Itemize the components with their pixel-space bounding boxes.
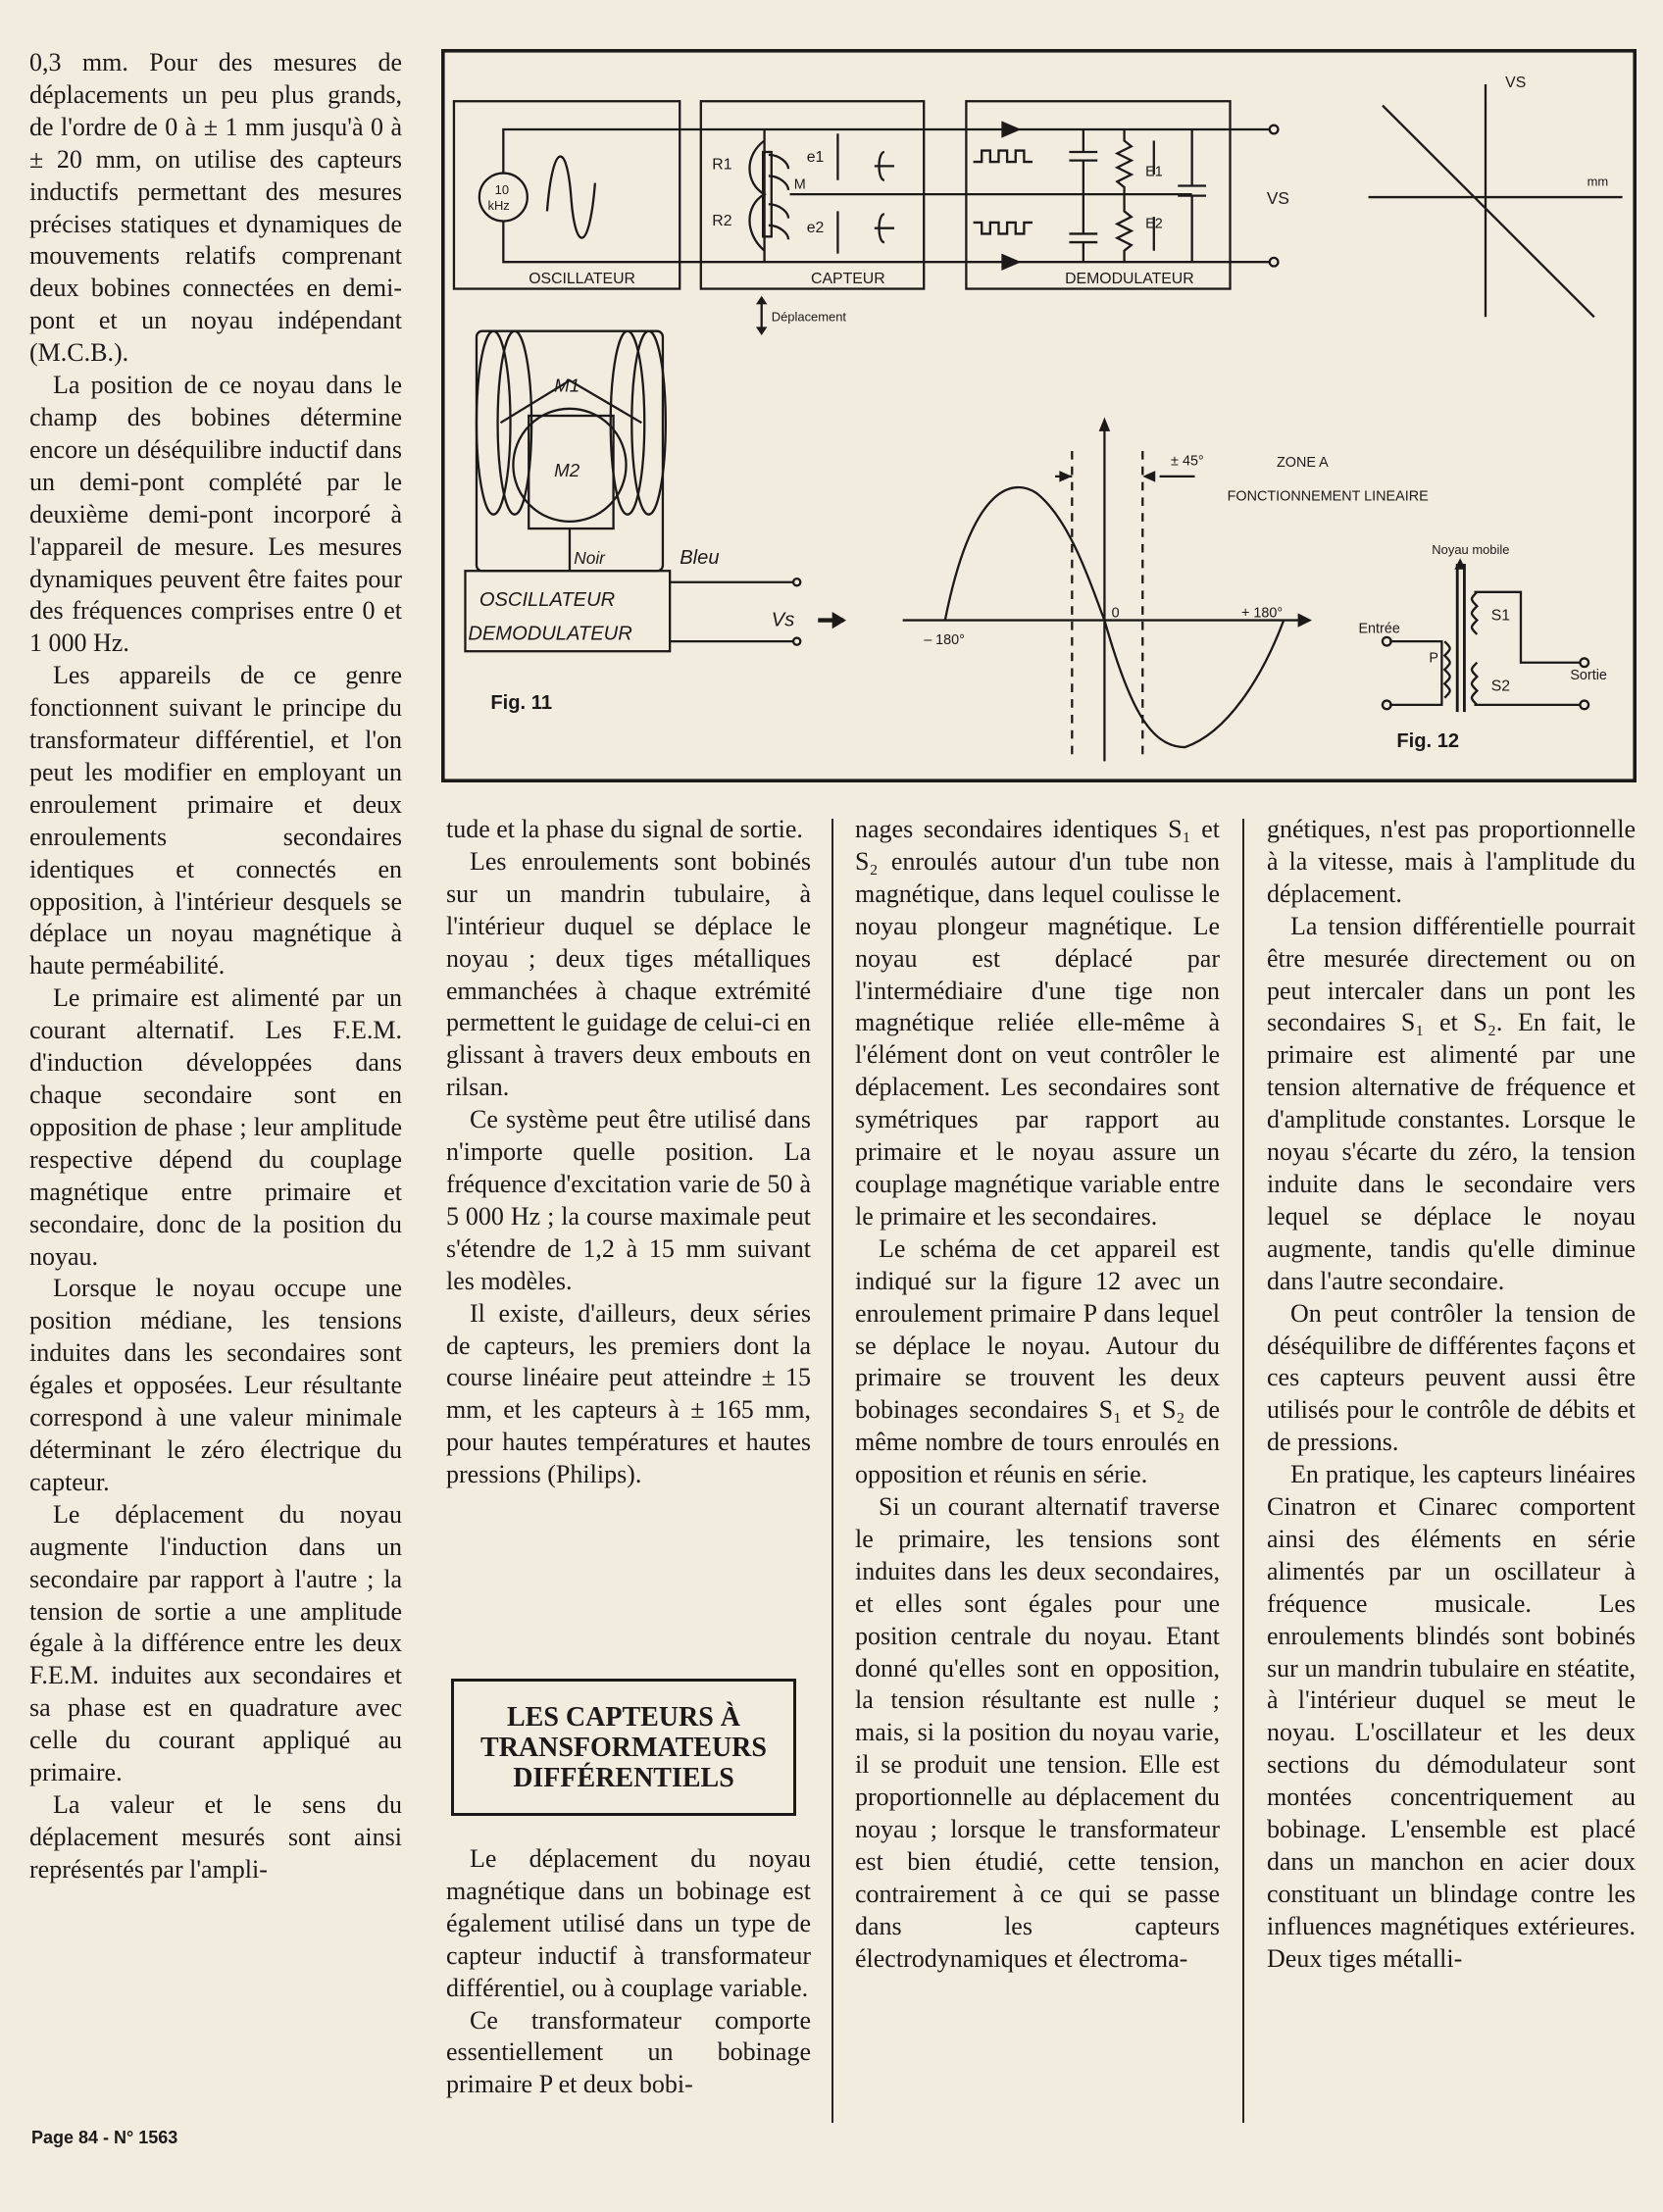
paragraph: nages secondaires identiques S₁ et S₂ enroulés autour d'un tube non magnétique, dans lequel coulisse le noyau plongeur magnétique. Le noyau est déplacé par l'intermédiaire d'une tige non magnétique reliée elle-même à l'élément dont on veut contrôler le déplacement. Les secondaires sont symétriques par rapport au primaire et le noyau assure un couplage magnétique variable entre le primaire et les secondaires.	[855, 815, 1220, 1231]
transformer-diagram	[1383, 564, 1588, 712]
freq-unit: kHz	[487, 197, 510, 213]
column-divider	[1242, 819, 1244, 2123]
label-bleu: Bleu	[680, 547, 720, 570]
section-heading-text: LES CAPTEURS À TRANSFORMATEURS DIFFÉRENTIELS	[480, 1701, 767, 1793]
paragraph: La position de ce noyau dans le champ des bobines détermine encore un déséquilibre inductif dans un demi-pont complété par le deuxième demi-pont incorporé à l'appareil de mesure. Les mesures dynamiques peuvent être faites pour des fréquences comprises entre 0 et 1 000 Hz.	[29, 371, 402, 658]
paragraph: Les appareils de ce genre fonctionnent suivant le principe du transformateur différentiel, et l'on peut les modifier en employant un enroulement primaire et deux enroulements secondaires identiques et connectés en opposition, à l'intérieur desquels se déplace un noyau magnétique à haute perméabilité.	[29, 661, 402, 980]
label-e2: e2	[806, 220, 825, 236]
paragraph: Si un courant alternatif traverse le primaire, les tensions sont induites dans les deux secondaires, et elles sont égales pour une position centrale du noyau. Etant donné qu'elles sont en opposition, la tension résultante est nulle ; mais, si la position du noyau varie, il se produit une tension. Elle est proportionnelle au déplacement du noyau ; lorsque le transformateur est bien étudié, cette tension, contrairement à ce qui se passe dans les capteurs électrodynamiques et électroma-	[855, 1492, 1220, 1973]
label-entree: Entrée	[1358, 621, 1400, 637]
paragraph: On peut contrôler la tension de déséquilibre de différentes façons et ces capteurs peuvent aussi être utilisés pour le contrôle de débits et de pressions.	[1267, 1298, 1636, 1457]
paragraph: En pratique, les capteurs linéaires Cinatron et Cinarec comportent ainsi des éléments en série alimentés par un oscillateur à fréquence musicale. Les enroulements blindés sont bobinés sur un mandrin tubulaire en stéatite, à l'intérieur duquel se meut le noyau. L'oscillateur et les deux sections du démodulateur sont montées concentriquement au bobinage. L'ensemble est placé dans un manchon en acier doux constituant un blindage contre les influences magnétiques extérieures. Deux tiges métalli-	[1267, 1460, 1636, 1973]
rectified-wave-negative	[974, 223, 1033, 234]
page-footer: Page 84 - N° 1563	[31, 2128, 178, 2147]
label-m1: M1	[554, 375, 580, 396]
label-capteur: CAPTEUR	[811, 270, 885, 287]
resistor-icon	[1117, 129, 1131, 262]
label-linear: FONCTIONNEMENT LINEAIRE	[1227, 488, 1429, 505]
label-m2: M2	[554, 459, 580, 480]
label-oscillateur: OSCILLATEUR	[529, 270, 635, 287]
column-2-top	[446, 814, 811, 1491]
capacitor-icon	[1069, 129, 1097, 262]
vs-mm-graph	[1369, 84, 1623, 317]
paragraph: Le déplacement du noyau magnétique dans un bobinage est également utilisé dans un type de capteur inductif à transformateur différentiel, ou à couplage variable.	[446, 1844, 811, 2002]
label-sortie: Sortie	[1570, 667, 1607, 683]
graph-x-label: mm	[1587, 174, 1609, 189]
paragraph: Ce transformateur comporte essentiellement un bobinage primaire P et deux bobi-	[446, 2005, 811, 2099]
paragraph: Il existe, d'ailleurs, deux séries de capteurs, les premiers dont la course linéaire peut atteindre ± 15 mm, et les capteurs à ± 165 mm, pour hautes températures et hautes pressions (Philips).	[446, 1298, 811, 1489]
label-box-demodulateur: DEMODULATEUR	[468, 623, 632, 645]
label-demodulateur: DEMODULATEUR	[1065, 270, 1194, 287]
rectified-wave-positive	[974, 151, 1033, 163]
column-divider	[832, 819, 833, 2123]
label-e1: e1	[806, 149, 825, 167]
label-s1: S1	[1490, 607, 1511, 625]
label-r1: R1	[712, 156, 732, 174]
label-p: P	[1429, 650, 1439, 667]
label-minus-180: – 180°	[924, 632, 965, 649]
label-E1: E1	[1145, 164, 1163, 180]
label-box-oscillateur: OSCILLATEUR	[479, 589, 616, 612]
label-zone: ZONE A	[1277, 454, 1329, 471]
differential-coil-drawing	[477, 331, 666, 572]
column-3	[855, 814, 1220, 1976]
paragraph: tude et la phase du signal de sortie.	[446, 815, 803, 843]
paragraph: Le déplacement du noyau augmente l'induction dans un secondaire par rapport à l'autre ; la tension de sortie a une amplitude égale à la différence entre les deux F.E.M. induites aux secondaires et sa phase est en quadrature avec celle du courant appliqué au primaire.	[29, 1499, 402, 1787]
label-zero: 0	[1111, 605, 1120, 622]
label-deplacement: Déplacement	[771, 309, 847, 325]
section-heading	[451, 1679, 796, 1816]
label-noyau-mobile: Noyau mobile	[1432, 541, 1510, 557]
label-m: M	[793, 176, 806, 193]
fig11-caption: Fig. 11	[490, 692, 553, 715]
sine-wave-icon	[547, 157, 595, 238]
paragraph: gnétiques, n'est pas proportionnelle à la vitesse, mais à l'amplitude du déplacement.	[1267, 815, 1636, 908]
freq-value: 10	[494, 182, 510, 198]
paragraph: Les enroulements sont bobinés sur un mandrin tubulaire, à l'intérieur duquel se déplace le noyau ; deux tiges métalliques emmanchées à chaque extrémité permettent le guidage de celui-ci en glissant à travers deux embouts en rilsan.	[446, 846, 811, 1102]
paragraph: La tension différentielle pourrait être mesurée directement ou on peut intercaler dans un pont les secondaires S₁ et S₂. En fait, le primaire est alimenté par une tension alternative de fréquence et d'amplitude constantes. Lorsque le noyau s'écarte du zéro, la tension induite dans le secondaire vers lequel se déplace le noyau augmente, tandis qu'elle diminue dans l'autre secondaire.	[1267, 911, 1636, 1295]
paragraph: Le schéma de cet appareil est indiqué sur la figure 12 avec un enroulement primaire P dans lequel se déplace le noyau. Autour du primaire se trouvent les deux bobinages secondaires S₁ et S₂ de même nombre de tours enroulés en opposition et réunis en série.	[855, 1233, 1220, 1489]
sine-response-chart	[903, 423, 1305, 761]
paragraph: Lorsque le noyau occupe une position médiane, les tensions induites dans les secondaires sont égales et opposées. Leur résultante correspond à une valeur minimale déterminant le zéro électrique du capteur.	[29, 1274, 402, 1496]
label-plus-180: + 180°	[1241, 605, 1284, 622]
column-1	[29, 47, 402, 1886]
label-E2: E2	[1145, 216, 1163, 232]
graph-y-label: VS	[1505, 74, 1527, 91]
paragraph: Ce système peut être utilisé dans n'importe quelle position. La fréquence d'excitation varie de 50 à 5 000 Hz ; la course maximale peut s'étendre de 1,2 à 15 mm suivant les modèles.	[446, 1105, 811, 1295]
label-r2: R2	[712, 212, 732, 229]
label-noir: Noir	[574, 548, 605, 569]
column-2-bottom	[446, 1843, 811, 2101]
column-4	[1267, 814, 1636, 1976]
fig12-caption: Fig. 12	[1396, 730, 1460, 753]
label-vs: VS	[1266, 188, 1289, 209]
paragraph: La valeur et le sens du déplacement mesurés sont ainsi représentés par l'ampli-	[29, 1789, 402, 1884]
paragraph: Le primaire est alimenté par un courant alternatif. Les F.E.M. d'induction développées dans chaque secondaire sont en opposition de phase ; leur amplitude respective dépend du couplage magnétique entre primaire et secondaire, donc de la position du noyau.	[29, 983, 402, 1271]
diode-icon	[1001, 121, 1021, 270]
label-vs-output: Vs	[771, 609, 795, 631]
label-s2: S2	[1490, 678, 1511, 695]
figure-11-12	[441, 49, 1637, 782]
label-angle: ± 45°	[1171, 453, 1204, 470]
paragraph: 0,3 mm. Pour des mesures de déplacements un peu plus grands, de l'ordre de 0 à ± 1 mm jusqu'à 0 à ± 20 mm, on utilise des capteurs inductifs permettant des mesures précises statiques et dynamiques de mouvements relatifs comprenant deux bobines connectées en demi-pont et un noyau indépendant (M.C.B.).	[29, 48, 402, 368]
